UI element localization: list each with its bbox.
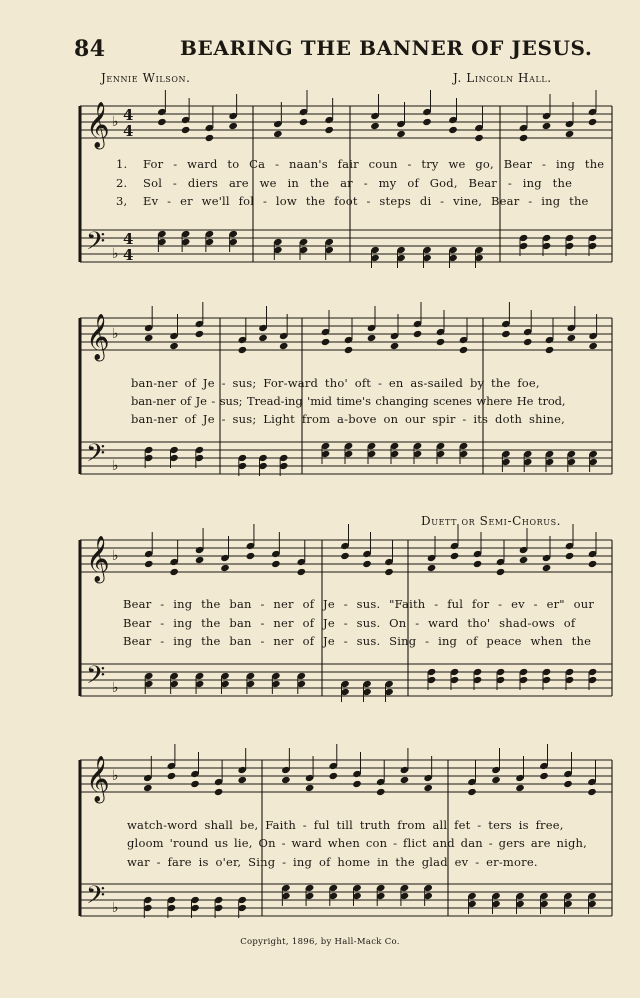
note-head xyxy=(436,338,446,346)
note-head xyxy=(542,122,552,130)
flat-icon: ♭ xyxy=(112,548,119,564)
note-head xyxy=(321,338,331,346)
note-head xyxy=(169,342,179,350)
note-head xyxy=(340,552,350,560)
note-head xyxy=(169,568,179,576)
note-head xyxy=(545,346,555,354)
note-head xyxy=(565,130,575,138)
time-signature-digit: 4 xyxy=(123,106,134,124)
note-head xyxy=(299,118,309,126)
note-head xyxy=(205,134,215,142)
lyric-line: watch-word shall be, Faith - ful till truth from all fet - ters is free, xyxy=(127,818,564,832)
note-head xyxy=(587,788,597,796)
section-label: Duett or Semi-Chorus. xyxy=(421,514,562,528)
flat-icon: ♭ xyxy=(112,458,119,474)
note-head xyxy=(237,776,247,784)
note-head xyxy=(427,564,437,572)
lyricist-credit: Jennie Wilson. xyxy=(101,71,191,85)
note-head xyxy=(329,772,339,780)
note-head xyxy=(281,776,291,784)
note-head xyxy=(167,772,177,780)
note-head xyxy=(181,126,191,134)
note-head xyxy=(588,560,598,568)
note-head xyxy=(271,560,281,568)
note-head xyxy=(423,784,433,792)
lyric-line: ban-ner of Je - sus; Tread-ing 'mid time's changing scenes where He trod, xyxy=(131,394,566,408)
note-head xyxy=(305,784,315,792)
note-head xyxy=(519,556,529,564)
note-head xyxy=(195,556,205,564)
note-head xyxy=(384,568,394,576)
note-head xyxy=(157,118,167,126)
note-head xyxy=(473,560,483,568)
bass-clef-icon: 𝄢 xyxy=(86,881,106,916)
note-head xyxy=(144,560,154,568)
note-head xyxy=(491,776,501,784)
note-head xyxy=(352,780,362,788)
flat-icon: ♭ xyxy=(112,246,119,262)
note-head xyxy=(376,788,386,796)
note-head xyxy=(370,122,380,130)
treble-clef-icon: 𝄞 xyxy=(86,102,110,148)
note-head xyxy=(367,334,377,342)
note-head xyxy=(273,130,283,138)
note-head xyxy=(258,334,268,342)
note-head xyxy=(448,126,458,134)
note-head xyxy=(190,780,200,788)
note-head xyxy=(523,338,533,346)
note-head xyxy=(362,560,372,568)
lyric-line: ban-ner of Je - sus; Light from a-bove on our spir - its doth shine, xyxy=(131,412,566,426)
lyric-line: gloom 'round us lie, On - ward when con - flict and dan - gers are nigh, xyxy=(127,836,588,850)
composer-credit: J. Lincoln Hall. xyxy=(453,71,552,85)
note-head xyxy=(324,126,334,134)
note-head xyxy=(238,346,248,354)
note-head xyxy=(519,134,529,142)
flat-icon: ♭ xyxy=(112,680,119,696)
note-head xyxy=(501,330,511,338)
note-head xyxy=(515,784,525,792)
note-head xyxy=(588,118,598,126)
lyric-line: war - fare is o'er, Sing - ing of home in the glad ev - er-more. xyxy=(127,855,538,869)
note-head xyxy=(467,788,477,796)
verse-number: 2. xyxy=(116,176,128,190)
note-head xyxy=(390,342,400,350)
note-head xyxy=(588,342,598,350)
flat-icon: ♭ xyxy=(112,114,119,130)
time-signature-digit: 4 xyxy=(123,230,134,248)
page-number: 84 xyxy=(74,36,106,62)
lyric-line: Bear - ing the ban - ner of Je - sus. "Faith - ful for - ev - er" our xyxy=(123,597,595,611)
flat-icon: ♭ xyxy=(112,900,119,916)
time-signature-digit: 4 xyxy=(123,246,134,264)
lyric-line: Sol - diers are we in the ar - my of God, Bear - ing the xyxy=(143,176,573,190)
note-head xyxy=(195,330,205,338)
note-head xyxy=(496,568,506,576)
note-head xyxy=(413,330,423,338)
note-head xyxy=(279,342,289,350)
note-head xyxy=(450,552,460,560)
note-head xyxy=(542,564,552,572)
lyric-line: Bear - ing the ban - ner of Je - sus. Sing - ing of peace when the xyxy=(123,634,592,648)
note-head xyxy=(400,776,410,784)
note-head xyxy=(563,780,573,788)
note-head xyxy=(143,784,153,792)
note-head xyxy=(539,772,549,780)
note-head xyxy=(297,568,307,576)
lyric-line: Ev - er we'll fol - low the foot - steps di - vine, Bear - ing the xyxy=(143,194,589,208)
bass-clef-icon: 𝄢 xyxy=(86,439,106,474)
verse-number: 3, xyxy=(116,194,128,208)
note-head xyxy=(459,346,469,354)
bass-clef-icon: 𝄢 xyxy=(86,227,106,262)
note-head xyxy=(144,334,154,342)
copyright-notice: Copyright, 1896, by Hall-Mack Co. xyxy=(240,937,400,947)
verse-number: 1. xyxy=(116,157,128,171)
note-head xyxy=(220,564,230,572)
note-head xyxy=(228,122,238,130)
note-head xyxy=(396,130,406,138)
note-head xyxy=(567,334,577,342)
bass-clef-icon: 𝄢 xyxy=(86,661,106,696)
note-head xyxy=(344,346,354,354)
time-signature-digit: 4 xyxy=(123,122,134,140)
treble-clef-icon: 𝄞 xyxy=(86,314,110,360)
flat-icon: ♭ xyxy=(112,768,119,784)
lyric-line: ban-ner of Je - sus; For-ward tho' oft - en as-sailed by the foe, xyxy=(131,376,540,390)
treble-clef-icon: 𝄞 xyxy=(86,536,110,582)
hymn-title: BEARING THE BANNER OF JESUS. xyxy=(180,36,593,60)
note-head xyxy=(214,788,224,796)
note-head xyxy=(565,552,575,560)
lyric-line: For - ward to Ca - naan's fair coun - try we go, Bear - ing the xyxy=(143,157,605,171)
note-head xyxy=(474,134,484,142)
treble-clef-icon: 𝄞 xyxy=(86,756,110,802)
flat-icon: ♭ xyxy=(112,326,119,342)
lyric-line: Bear - ing the ban - ner of Je - sus. On - ward tho' shad-ows of xyxy=(123,616,576,630)
note-head xyxy=(246,552,256,560)
note-head xyxy=(422,118,432,126)
